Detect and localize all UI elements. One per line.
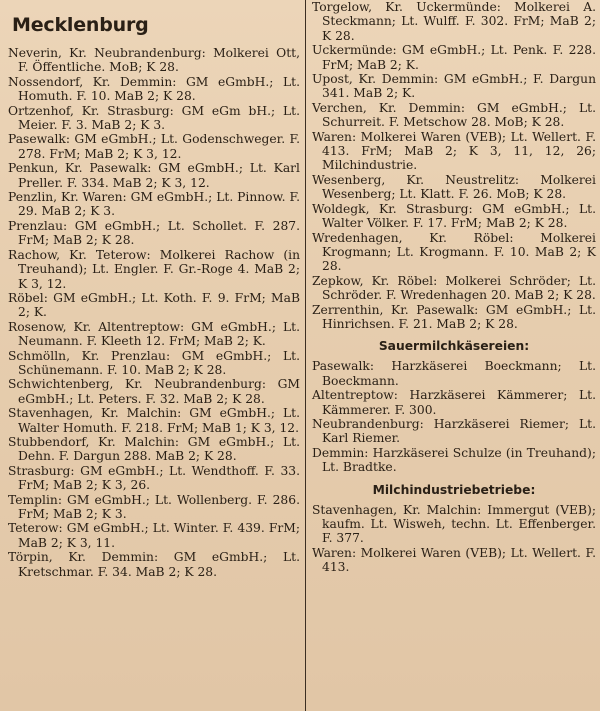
directory-entry: Penzlin, Kr. Waren: GM eGmbH.; Lt. Pinnow. F. 29. MaB 2; K 3.: [8, 190, 300, 219]
directory-entry: Rachow, Kr. Teterow: Molkerei Rachow (in Treuhand); Lt. Engler. F. Gr.-Roge 4. MaB 2; K 3, 12.: [8, 247, 300, 291]
directory-entry: Zerrenthin, Kr. Pasewalk: GM eGmbH.; Lt. Hinrichsen. F. 21. MaB 2; K 28.: [312, 302, 596, 331]
directory-entry: Pasewalk: GM eGmbH.; Lt. Godenschweger. F. 278. FrM; MaB 2; K 3, 12.: [8, 132, 300, 161]
directory-entry: Demmin: Harzkäserei Schulze (in Treuhand); Lt. Bradtke.: [312, 445, 596, 475]
directory-entry: Stavenhagen, Kr. Malchin: Immergut (VEB); kaufm. Lt. Wisweh, techn. Lt. Effenberger. F. 377.: [312, 502, 596, 546]
directory-entry: Wesenberg, Kr. Neustrelitz: Molkerei Wesenberg; Lt. Klatt. F. 26. MoB; K 28.: [312, 172, 596, 202]
directory-entry: Waren: Molkerei Waren (VEB); Lt. Wellert. F. 413.: [312, 545, 596, 575]
directory-entry: Templin: GM eGmbH.; Lt. Wollenberg. F. 286. FrM; MaB 2; K 3.: [8, 492, 300, 521]
directory-entry: Schwichtenberg, Kr. Neubrandenburg: GM eGmbH.; Lt. Peters. F. 32. MaB 2; K 28.: [8, 377, 300, 406]
right-entry-list: [312, 0, 596, 331]
column-divider: [305, 0, 306, 711]
directory-entry: Teterow: GM eGmbH.; Lt. Winter. F. 439. FrM; MaB 2; K 3, 11.: [8, 521, 300, 550]
milchindustrie-entry-list: [312, 503, 596, 575]
section-title-sauermilch: Sauermilchkäsereien:: [378, 339, 530, 354]
directory-entry: Törpin, Kr. Demmin: GM eGmbH.; Lt. Kretschmar. F. 34. MaB 2; K 28.: [8, 550, 300, 579]
page-heading: Mecklenburg: [12, 14, 149, 36]
directory-entry: Stubbendorf, Kr. Malchin: GM eGmbH.; Lt. Dehn. F. Dargun 288. MaB 2; K 28.: [8, 434, 300, 464]
directory-entry: Woldegk, Kr. Strasburg: GM eGmbH.; Lt. Walter Völker. F. 17. FrM; MaB 2; K 28.: [312, 201, 596, 231]
sauermilch-entry-list: [312, 359, 596, 474]
directory-entry: Rosenow, Kr. Altentreptow: GM eGmbH.; Lt. Neumann. F. Kleeth 12. FrM; MaB 2; K.: [8, 319, 300, 349]
directory-entry: Nossendorf, Kr. Demmin: GM eGmbH.; Lt. Homuth. F. 10. MaB 2; K 28.: [8, 74, 300, 104]
right-column: [312, 0, 596, 711]
directory-entry: Uckermünde: GM eGmbH.; Lt. Penk. F. 228. FrM; MaB 2; K.: [312, 43, 596, 72]
section-title-milchindustrie: Milchindustriebetriebe:: [372, 482, 536, 497]
directory-entry: Röbel: GM eGmbH.; Lt. Koth. F. 9. FrM; MaB 2; K.: [8, 290, 300, 320]
directory-entry: Torgelow, Kr. Uckermünde: Molkerei A. Steckmann; Lt. Wulff. F. 302. FrM; MaB 2; K 28.: [312, 0, 596, 43]
directory-entry: Ortzenhof, Kr. Strasburg: GM eGm bH.; Lt. Meier. F. 3. MaB 2; K 3.: [8, 103, 300, 133]
directory-entry: Waren: Molkerei Waren (VEB); Lt. Wellert. F. 413. FrM; MaB 2; K 3, 11, 12, 26; Milchindustrie.: [312, 129, 596, 173]
directory-entry: Strasburg: GM eGmbH.; Lt. Wendthoff. F. 33. FrM; MaB 2; K 3, 26.: [8, 463, 300, 493]
directory-entry: Stavenhagen, Kr. Malchin: GM eGmbH.; Lt. Walter Homuth. F. 218. FrM; MaB 1; K 3, 12.: [8, 406, 300, 435]
directory-entry: Verchen, Kr. Demmin: GM eGmbH.; Lt. Schurreit. F. Metschow 28. MoB; K 28.: [312, 100, 596, 130]
directory-entry: Penkun, Kr. Pasewalk: GM eGmbH.; Lt. Karl Preller. F. 334. MaB 2; K 3, 12.: [8, 161, 300, 190]
left-column: [8, 0, 300, 711]
directory-entry: Altentreptow: Harzkäserei Kämmerer; Lt. Kämmerer. F. 300.: [312, 388, 596, 417]
directory-entry: Schmölln, Kr. Prenzlau: GM eGmbH.; Lt. Schünemann. F. 10. MaB 2; K 28.: [8, 348, 300, 377]
directory-entry: Wredenhagen, Kr. Röbel: Molkerei Krogmann; Lt. Krogmann. F. 10. MaB 2; K 28.: [312, 230, 596, 274]
directory-entry: Prenzlau: GM eGmbH.; Lt. Schollet. F. 287. FrM; MaB 2; K 28.: [8, 218, 300, 248]
left-entry-list: [8, 46, 300, 579]
directory-entry: Neubrandenburg: Harzkäserei Riemer; Lt. Karl Riemer.: [312, 416, 596, 446]
directory-entry: Zepkow, Kr. Röbel: Molkerei Schröder; Lt. Schröder. F. Wredenhagen 20. MaB 2; K 28.: [312, 273, 596, 303]
directory-entry: Neverin, Kr. Neubrandenburg: Molkerei Ott, F. Öffentliche. MoB; K 28.: [8, 46, 300, 75]
directory-entry: Upost, Kr. Demmin: GM eGmbH.; F. Dargun 341. MaB 2; K.: [312, 72, 596, 101]
directory-entry: Pasewalk: Harzkäserei Boeckmann; Lt. Boeckmann.: [312, 359, 596, 388]
